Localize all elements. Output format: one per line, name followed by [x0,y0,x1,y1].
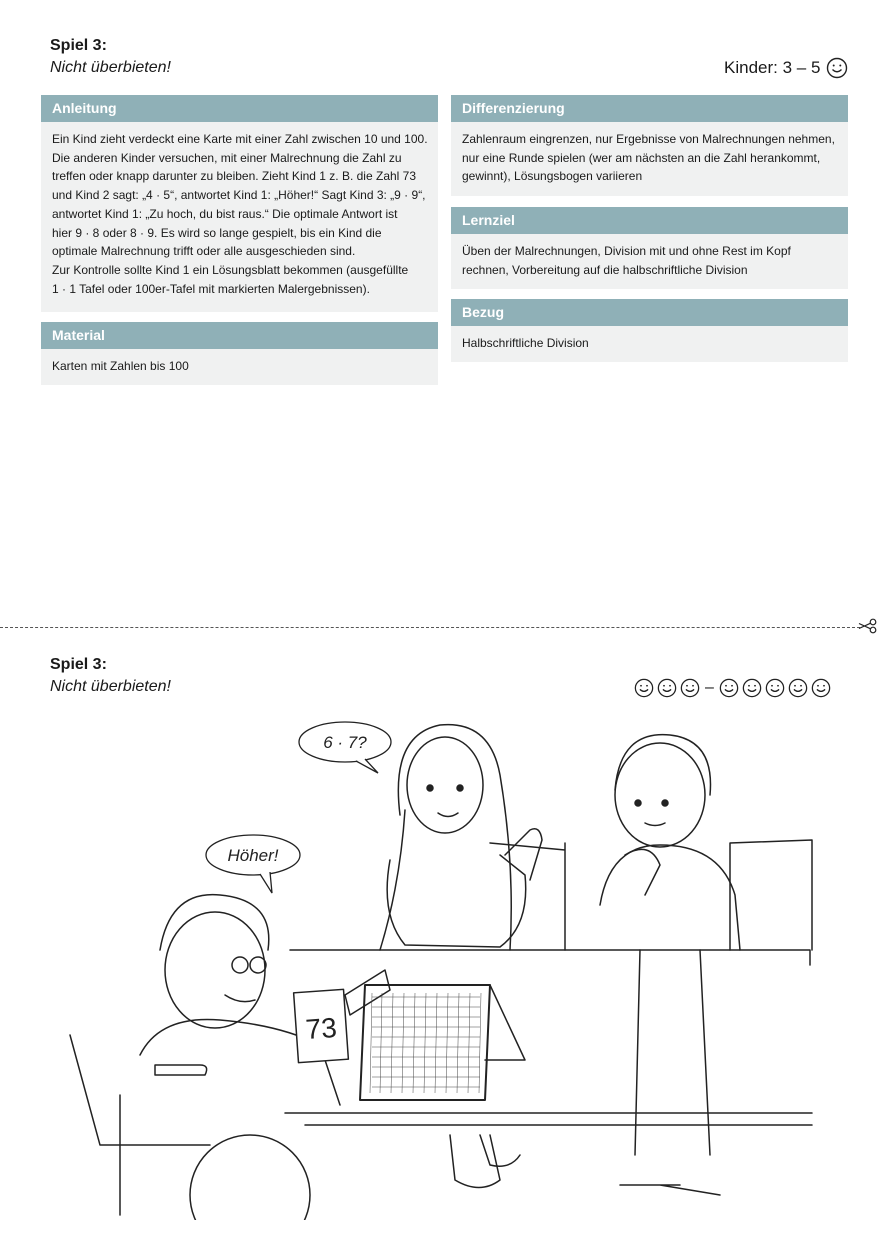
material-body [41,349,438,384]
lernziel-line: Üben der Malrechnungen, Division mit und ohne Rest im Kopf [462,244,791,258]
table-edge [290,950,810,965]
card-material [41,322,438,385]
anleitung-line: treffen oder knapp darunter zu bleiben. Zieht Kind 1 z. B. die Zahl 73 [52,169,417,184]
card-number-text: 73 [304,1011,338,1046]
lernziel-heading: Lernziel [451,207,848,234]
bezug-body [451,326,848,361]
rating-dash: – [705,679,714,696]
smiley-icon [742,678,762,698]
card-lernziel [451,207,848,289]
smiley-icon [657,678,677,698]
anleitung-line: antwortet Kind 1: „Zu hoch, du bist raus.“ Die optimale Antwort ist [52,206,398,221]
anleitung-body [41,122,438,306]
kinder-label: Kinder: 3 – 5 [724,58,821,77]
differenzierung-body [451,122,848,194]
anleitung-line: Ein Kind zieht verdeckt eine Karte mit einer Zahl zwischen 10 und 100. [52,132,428,146]
game-title-bottom: Nicht überbieten! [50,678,171,695]
smiley-icon [788,678,808,698]
material-text: Karten mit Zahlen bis 100 [52,359,189,373]
differenzierung-heading: Differenzierung [451,95,848,122]
smiley-icon [765,678,785,698]
card-differenzierung [451,95,848,196]
cut-line [0,627,860,628]
differenzierung-line: gewinnt), Lösungsbogen variieren [462,169,643,184]
lernziel-line: rechnen, Vorbereitung auf die halbschriftliche Division [462,262,748,277]
game-title: Nicht überbieten! [50,59,171,76]
card-anleitung [41,95,438,312]
smiley-icon [826,57,848,79]
differenzierung-line: Zahlenraum eingrenzen, nur Ergebnisse von Malrechnungen nehmen, [462,132,835,146]
smiley-icon [719,678,739,698]
anleitung-line: Die anderen Kinder versuchen, mit einer Malrechnung die Zahl zu [52,150,402,165]
anleitung-line: Zur Kontrolle sollte Kind 1 ein Lösungsblatt bekommen (ausgefüllte [52,262,409,277]
smiley-icon [811,678,831,698]
smiley-icon [634,678,654,698]
spiel-label: Spiel 3: [50,37,107,54]
anleitung-line: 1 · 1 Tafel oder 100er-Tafel mit markierten Malergebnissen). [52,281,370,296]
children-illustration [60,715,830,1220]
smiley-icon [680,678,700,698]
anleitung-line: hier 9 · 8 oder 8 · 9. Es wird so lange gespielt, bis ein Kind die [52,225,382,240]
anleitung-line: optimale Malrechnung trifft oder alle ausgeschieden sind. [52,244,356,259]
bezug-text: Halbschriftliche Division [462,336,589,350]
lernziel-body [451,234,848,287]
bubble-girl-text: 6 · 7? [323,733,367,752]
anleitung-line: und Kind 2 sagt: „4 · 5“, antwortet Kind 1: „Höher!“ Sagt Kind 3: „9 · 9“, [52,188,426,203]
times-table-grid [370,993,481,1093]
kinder-count [724,58,820,78]
bubble-boy-text: Höher! [227,846,279,865]
spiel-label-bottom: Spiel 3: [50,656,107,673]
difficulty-rating [634,677,831,699]
card-bezug [451,299,848,362]
anleitung-heading: Anleitung [41,95,438,122]
material-heading: Material [41,322,438,349]
scissors-icon [858,617,878,635]
differenzierung-line: nur eine Runde spielen (wer am nächsten an die Zahl herankommt, [462,150,821,165]
bezug-heading: Bezug [451,299,848,326]
